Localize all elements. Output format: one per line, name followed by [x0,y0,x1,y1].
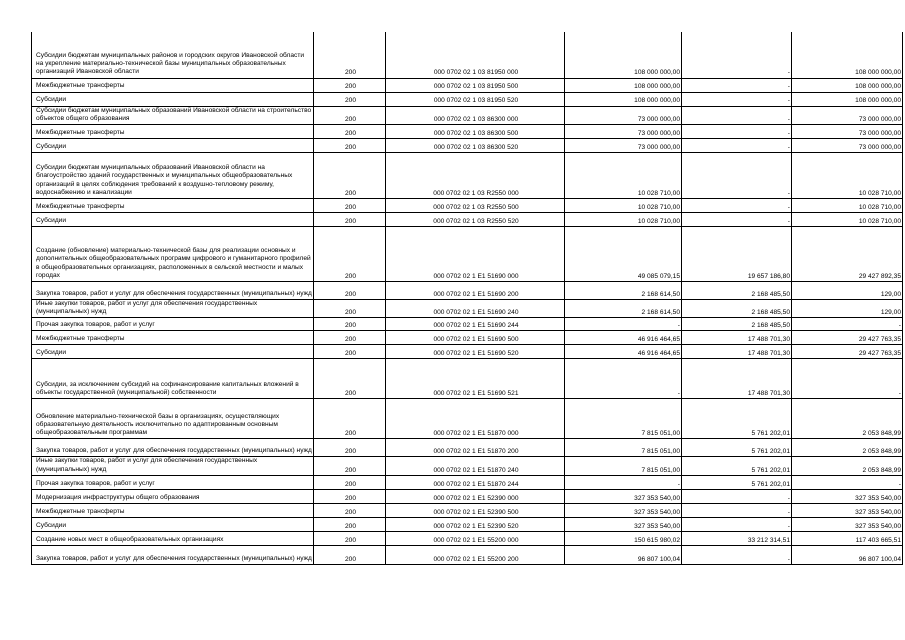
table-row [32,457,903,475]
row-name-cell: Субсидии [32,212,314,226]
row-name-cell: Субсидии [32,517,314,531]
row-code-cell: 200 [314,78,386,92]
row-kbk-cell: 000 0702 02 1 E1 55200 000 [386,531,565,545]
row-kbk-cell: 000 0702 02 1 03 81950 520 [386,92,565,106]
row-name-cell: Иные закупки товаров, работ и услуг для обеспечения государственных (муниципальных) нужд [32,299,314,317]
row-assigned-cell: 49 085 079,15 [565,226,682,281]
row-kbk-cell: 000 0702 02 1 E1 55200 200 [386,545,565,564]
row-name-cell: Межбюджетные трансферты [32,78,314,92]
table-row [32,92,903,106]
table-body [32,32,903,564]
row-kbk-cell: 000 0702 02 1 E1 51870 244 [386,475,565,489]
table-row [32,439,903,457]
row-assigned-cell: 10 028 710,00 [565,212,682,226]
row-kbk-cell: 000 0702 02 1 03 81950 000 [386,32,565,78]
row-remaining-cell: 29 427 892,35 [792,226,903,281]
row-name-cell: Закупка товаров, работ и услуг для обеспечения государственных (муниципальных) нужд [32,439,314,457]
table-row [32,503,903,517]
row-remaining-cell: 117 403 665,51 [792,531,903,545]
row-assigned-cell: 150 615 980,02 [565,531,682,545]
row-code-cell: 200 [314,503,386,517]
row-kbk-cell: 000 0702 02 1 E1 51690 244 [386,318,565,331]
row-executed-cell: 2 168 485,50 [682,299,792,317]
row-assigned-cell: 108 000 000,00 [565,78,682,92]
row-code-cell: 200 [314,489,386,503]
table-row [32,517,903,531]
table-row [32,489,903,503]
row-code-cell: 200 [314,281,386,299]
row-name-cell: Субсидии [32,92,314,106]
row-remaining-cell: 129,00 [792,281,903,299]
row-assigned-cell: 46 916 464,65 [565,345,682,359]
row-remaining-cell: 10 028 710,00 [792,198,903,212]
row-assigned-cell: 10 028 710,00 [565,152,682,198]
row-assigned-cell: 108 000 000,00 [565,32,682,78]
row-kbk-cell: 000 0702 02 1 E1 52390 500 [386,503,565,517]
row-name-cell: Субсидии бюджетам муниципальных районов и городских округов Ивановской области на укрепление материально-технической базы муниципальных образовательных организаций Ивановской области [32,32,314,78]
row-remaining-cell: 2 053 848,99 [792,457,903,475]
row-name-cell: Иные закупки товаров, работ и услуг для обеспечения государственных (муниципальных) нужд [32,457,314,475]
row-executed-cell: 5 761 202,01 [682,399,792,439]
row-kbk-cell: 000 0702 02 1 03 R2550 000 [386,152,565,198]
row-kbk-cell: 000 0702 02 1 03 R2550 520 [386,212,565,226]
row-code-cell: 200 [314,226,386,281]
row-code-cell: 200 [314,359,386,399]
row-kbk-cell: 000 0702 02 1 E1 51690 240 [386,299,565,317]
row-code-cell: 200 [314,318,386,331]
row-kbk-cell: 000 0702 02 1 03 86300 000 [386,106,565,124]
row-name-cell: Закупка товаров, работ и услуг для обеспечения государственных (муниципальных) нужд [32,281,314,299]
row-executed-cell: - [682,138,792,152]
table-row [32,152,903,198]
row-kbk-cell: 000 0702 02 1 E1 51870 240 [386,457,565,475]
row-executed-cell: 19 657 186,80 [682,226,792,281]
row-assigned-cell: - [565,359,682,399]
row-remaining-cell: 108 000 000,00 [792,78,903,92]
row-name-cell: Субсидии [32,345,314,359]
row-assigned-cell: 73 000 000,00 [565,106,682,124]
row-name-cell: Прочая закупка товаров, работ и услуг [32,475,314,489]
row-assigned-cell: 7 815 051,00 [565,457,682,475]
row-executed-cell: 5 761 202,01 [682,439,792,457]
row-executed-cell: - [682,78,792,92]
row-executed-cell: - [682,124,792,138]
row-name-cell: Субсидии бюджетам муниципальных образований Ивановской области на благоустройство зданий государственных и муниципальных общеобразовательных организаций в целях соблюдения требований к воздушно-тепловому режиму, водоснабжению и канализации [32,152,314,198]
row-assigned-cell: 96 807 100,04 [565,545,682,564]
row-name-cell: Межбюджетные трансферты [32,198,314,212]
row-executed-cell: 5 761 202,01 [682,457,792,475]
table-row [32,318,903,331]
table-row [32,345,903,359]
table-row [32,212,903,226]
row-remaining-cell: 96 807 100,04 [792,545,903,564]
row-code-cell: 200 [314,106,386,124]
table-row [32,198,903,212]
row-executed-cell: - [682,503,792,517]
row-code-cell: 200 [314,32,386,78]
row-code-cell: 200 [314,517,386,531]
row-assigned-cell: 10 028 710,00 [565,198,682,212]
row-code-cell: 200 [314,457,386,475]
row-remaining-cell: 327 353 540,00 [792,517,903,531]
table-row [32,138,903,152]
row-code-cell: 200 [314,92,386,106]
table-row [32,124,903,138]
row-remaining-cell: - [792,359,903,399]
row-code-cell: 200 [314,299,386,317]
row-code-cell: 200 [314,198,386,212]
row-code-cell: 200 [314,212,386,226]
row-executed-cell: 2 168 485,50 [682,318,792,331]
row-name-cell: Обновление материально-технической базы в организациях, осуществляющих образовательную деятельность исключительно по адаптированным основным общеобразовательным программам [32,399,314,439]
row-remaining-cell: 73 000 000,00 [792,124,903,138]
row-remaining-cell: 10 028 710,00 [792,152,903,198]
table-row [32,32,903,78]
row-kbk-cell: 000 0702 02 1 E1 51690 500 [386,331,565,345]
row-kbk-cell: 000 0702 02 1 E1 51870 000 [386,399,565,439]
budget-execution-table [31,32,903,565]
row-remaining-cell: 73 000 000,00 [792,138,903,152]
row-remaining-cell: 2 053 848,99 [792,439,903,457]
row-remaining-cell: 10 028 710,00 [792,212,903,226]
row-name-cell: Прочая закупка товаров, работ и услуг [32,318,314,331]
row-executed-cell: 5 761 202,01 [682,475,792,489]
row-executed-cell: - [682,489,792,503]
row-remaining-cell: 327 353 540,00 [792,503,903,517]
row-executed-cell: 33 212 314,51 [682,531,792,545]
row-remaining-cell: 29 427 763,35 [792,331,903,345]
row-executed-cell: 2 168 485,50 [682,281,792,299]
row-code-cell: 200 [314,345,386,359]
row-executed-cell: - [682,545,792,564]
row-name-cell: Создание новых мест в общеобразовательных организациях [32,531,314,545]
row-name-cell: Субсидии, за исключением субсидий на софинансирование капитальных вложений в объекты государственной (муниципальной) собственности [32,359,314,399]
row-name-cell: Создание (обновление) материально-технической базы для реализации основных и дополнительных общеобразовательных программ цифрового и гуманитарного профилей в общеобразовательных организациях, расположенных в сельской местности и малых городах [32,226,314,281]
row-remaining-cell: 108 000 000,00 [792,32,903,78]
table-row [32,106,903,124]
row-kbk-cell: 000 0702 02 1 E1 52390 000 [386,489,565,503]
row-remaining-cell: 108 000 000,00 [792,92,903,106]
row-remaining-cell: - [792,475,903,489]
row-executed-cell: - [682,92,792,106]
row-assigned-cell: 7 815 051,00 [565,439,682,457]
row-assigned-cell: 73 000 000,00 [565,124,682,138]
table-row [32,545,903,564]
table-row [32,475,903,489]
row-remaining-cell: 327 353 540,00 [792,489,903,503]
row-code-cell: 200 [314,138,386,152]
row-assigned-cell: 108 000 000,00 [565,92,682,106]
row-executed-cell: - [682,212,792,226]
row-name-cell: Модернизация инфраструктуры общего образования [32,489,314,503]
row-assigned-cell: 73 000 000,00 [565,138,682,152]
row-code-cell: 200 [314,124,386,138]
row-kbk-cell: 000 0702 02 1 E1 52390 520 [386,517,565,531]
row-assigned-cell: 46 916 464,65 [565,331,682,345]
row-kbk-cell: 000 0702 02 1 03 R2550 500 [386,198,565,212]
row-assigned-cell: 327 353 540,00 [565,517,682,531]
row-executed-cell: - [682,517,792,531]
row-executed-cell: - [682,32,792,78]
row-kbk-cell: 000 0702 02 1 E1 51690 521 [386,359,565,399]
row-assigned-cell: 2 168 614,50 [565,299,682,317]
row-name-cell: Межбюджетные трансферты [32,124,314,138]
table-row [32,299,903,317]
row-remaining-cell: 129,00 [792,299,903,317]
row-assigned-cell: 2 168 614,50 [565,281,682,299]
row-name-cell: Субсидии [32,138,314,152]
table-row [32,226,903,281]
row-code-cell: 200 [314,475,386,489]
row-remaining-cell: 29 427 763,35 [792,345,903,359]
row-name-cell: Субсидии бюджетам муниципальных образований Ивановской области на строительство объектов общего образования [32,106,314,124]
row-assigned-cell: 327 353 540,00 [565,489,682,503]
row-kbk-cell: 000 0702 02 1 03 86300 520 [386,138,565,152]
row-kbk-cell: 000 0702 02 1 E1 51690 000 [386,226,565,281]
row-executed-cell: 17 488 701,30 [682,331,792,345]
row-kbk-cell: 000 0702 02 1 E1 51690 520 [386,345,565,359]
row-executed-cell: 17 488 701,30 [682,345,792,359]
table-row [32,399,903,439]
row-assigned-cell: - [565,318,682,331]
row-assigned-cell: 7 815 051,00 [565,399,682,439]
row-kbk-cell: 000 0702 02 1 E1 51690 200 [386,281,565,299]
row-remaining-cell: 2 053 848,99 [792,399,903,439]
row-executed-cell: 17 488 701,30 [682,359,792,399]
row-assigned-cell: - [565,475,682,489]
table-row [32,78,903,92]
row-name-cell: Межбюджетные трансферты [32,503,314,517]
row-name-cell: Межбюджетные трансферты [32,331,314,345]
row-assigned-cell: 327 353 540,00 [565,503,682,517]
row-code-cell: 200 [314,152,386,198]
row-name-cell: Закупка товаров, работ и услуг для обеспечения государственных (муниципальных) нужд [32,545,314,564]
row-remaining-cell: 73 000 000,00 [792,106,903,124]
table-row [32,531,903,545]
row-code-cell: 200 [314,531,386,545]
table-row [32,359,903,399]
row-kbk-cell: 000 0702 02 1 E1 51870 200 [386,439,565,457]
row-executed-cell: - [682,106,792,124]
row-code-cell: 200 [314,331,386,345]
row-code-cell: 200 [314,399,386,439]
row-kbk-cell: 000 0702 02 1 03 81950 500 [386,78,565,92]
table-row [32,331,903,345]
row-code-cell: 200 [314,439,386,457]
row-executed-cell: - [682,198,792,212]
row-kbk-cell: 000 0702 02 1 03 86300 500 [386,124,565,138]
row-remaining-cell: - [792,318,903,331]
row-code-cell: 200 [314,545,386,564]
table-row [32,281,903,299]
row-executed-cell: - [682,152,792,198]
